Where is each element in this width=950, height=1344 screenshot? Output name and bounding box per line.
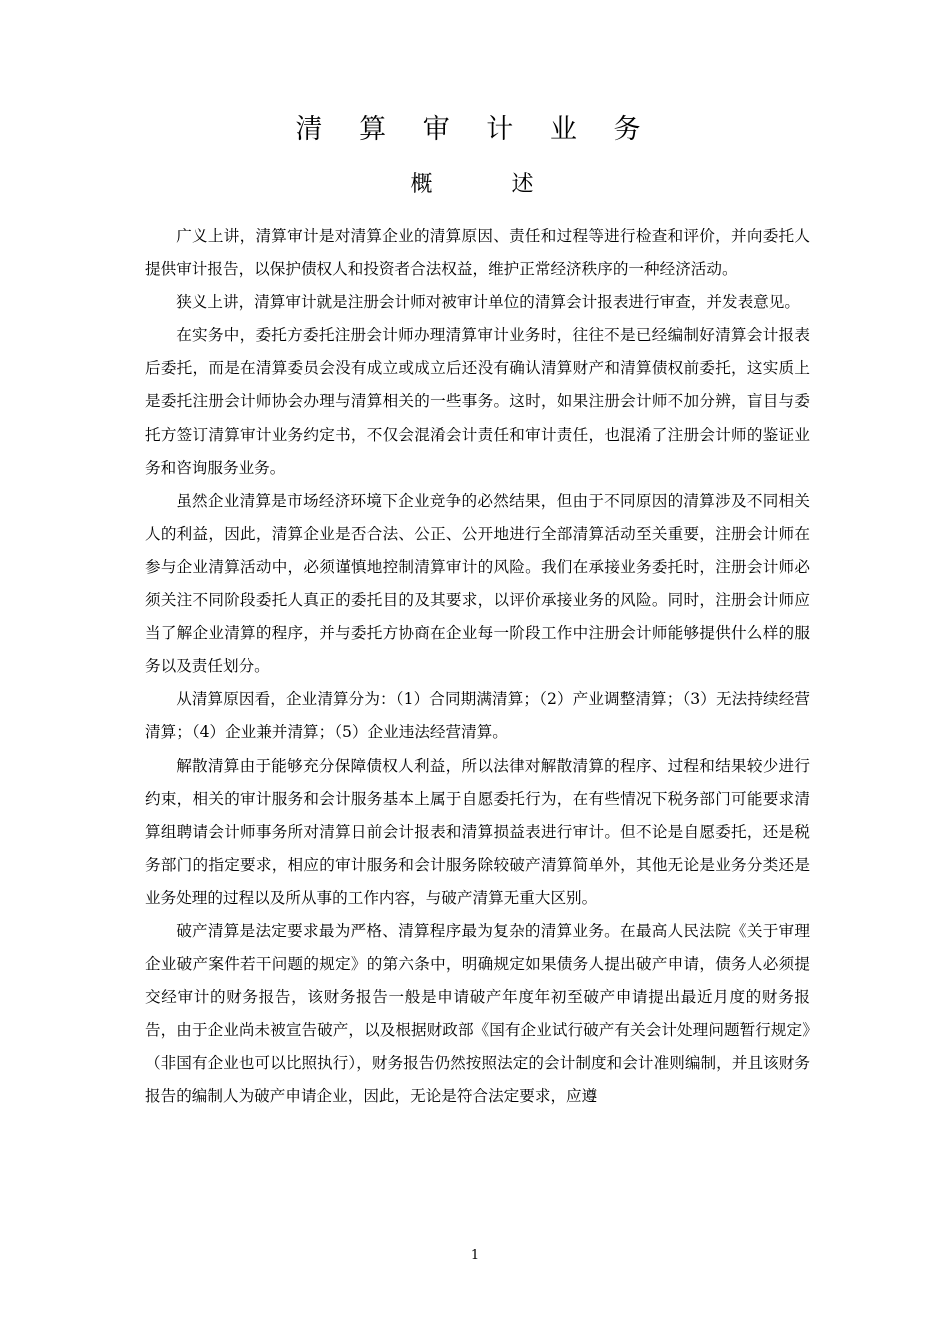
paragraph-bankruptcy: 破产清算是法定要求最为严格、清算程序最为复杂的清算业务。在最高人民法院《关于审理企业破产案件若干问题的规定》的第六条中，明确规定如果债务人提出破产申请，债务人必须提交经审计的财务报告，该财务报告一般是申请破产年度年初至破产申请提出最近月度的财务报告，由于企业尚未被宣告破产，以及根据财政部《国有企业试行破产有关会计处理问题暂行规定》（非国有企业也可以比照执行），财务报告仍然按照法定的会计制度和会计准则编制，并且该财务报告的编制人为破产申请企业，因此，无论是符合法定要求，应遵 — [145, 921, 810, 1106]
paragraph-liquidation-causes: 从清算原因看，企业清算分为：（1）合同期满清算；（2）产业调整清算；（3）无法持续经营清算；（4）企业兼并清算；（5）企业违法经营清算。 — [145, 690, 810, 742]
paragraph-broad-definition: 广义上讲，清算审计是对清算企业的清算原因、责任和过程等进行检查和评价，并向委托人提供审计报告，以保护债权人和投资者合法权益，维护正常经济秩序的一种经济活动。 — [145, 227, 810, 279]
paragraph-narrow-definition: 狭义上讲，清算审计就是注册会计师对被审计单位的清算会计报表进行审查，并发表意见。 — [176, 293, 800, 312]
paragraph-risk: 虽然企业清算是市场经济环境下企业竞争的必然结果，但由于不同原因的清算涉及不同相关人的利益，因此，清算企业是否合法、公正、公开地进行全部清算活动至关重要，注册会计师在参与企业清算活动中，必须谨慎地控制清算审计的风险。我们在承接业务委托时，注册会计师必须关注不同阶段委托人真正的委托目的及其要求，以评价承接业务的风险。同时，注册会计师应当了解企业清算的程序，并与委托方协商在企业每一阶段工作中注册会计师能够提供什么样的服务以及责任划分。 — [145, 491, 810, 676]
document-title: 清 算 审 计 业 务 — [295, 114, 655, 145]
paragraph-practice: 在实务中，委托方委托注册会计师办理清算审计业务时，往往不是已经编制好清算会计报表后委托，而是在清算委员会没有成立或成立后还没有确认清算财产和清算债权前委托，这实质上是委托注册会计师协会办理与清算相关的一些事务。这时，如果注册会计师不加分辨，盲目与委托方签订清算审计业务约定书，不仅会混淆会计责任和审计责任，也混淆了注册会计师的鉴证业务和咨询服务业务。 — [145, 326, 810, 477]
body-text — [145, 220, 810, 1114]
paragraph-dissolution: 解散清算由于能够充分保障债权人利益，所以法律对解散清算的程序、过程和结果较少进行约束，相关的审计服务和会计服务基本上属于自愿委托行为，在有些情况下税务部门可能要求清算组聘请会计师事务所对清算日前会计报表和清算损益表进行审计。但不论是自愿委托，还是税务部门的指定要求，相应的审计服务和会计服务除较破产清算简单外，其他无论是业务分类还是业务处理的过程以及所从事的工作内容，与破产清算无重大区别。 — [145, 756, 810, 907]
page-number: 1 — [470, 1248, 480, 1263]
section-heading: 概 述 — [410, 172, 570, 197]
